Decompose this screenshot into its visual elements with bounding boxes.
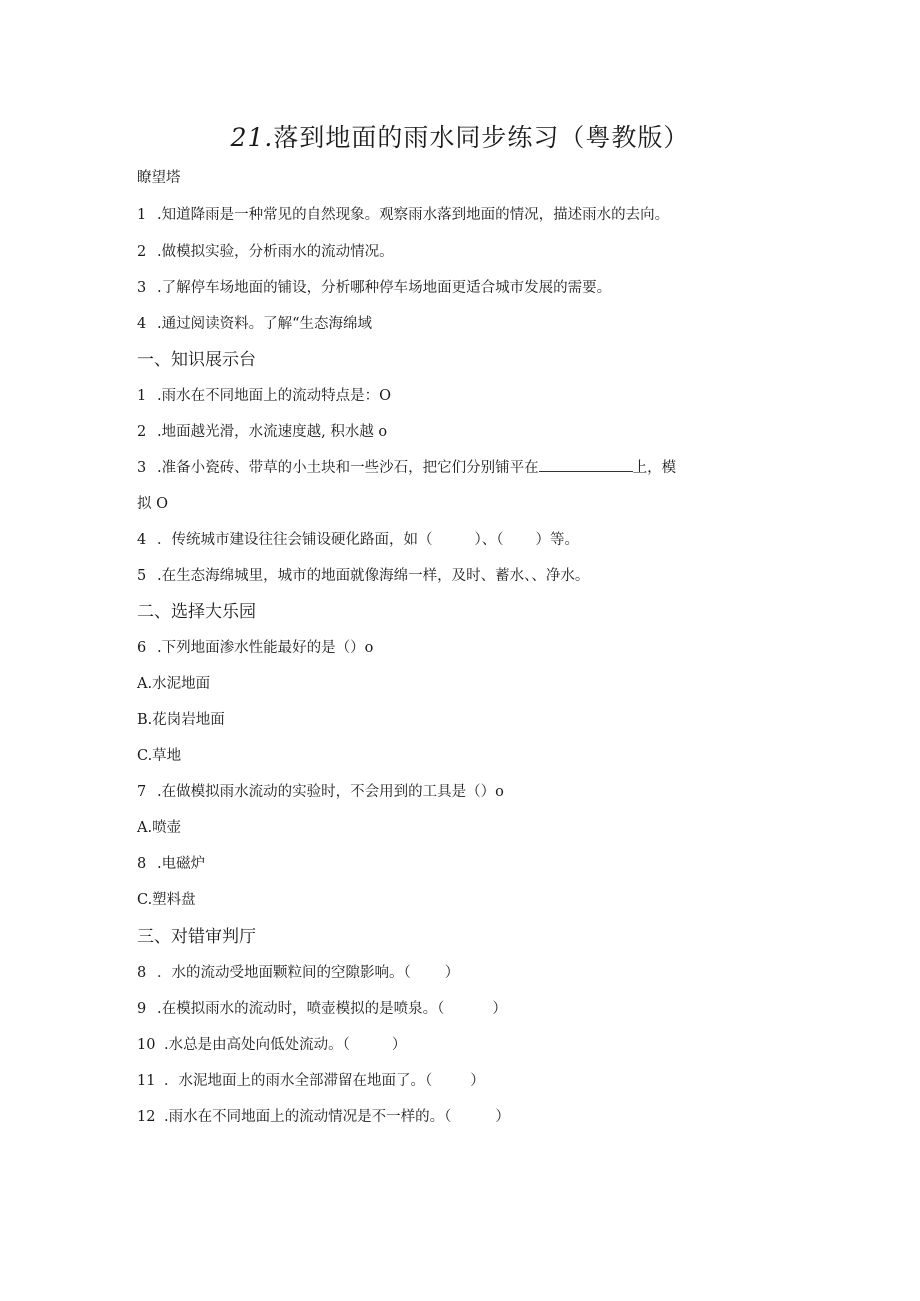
answer-blank[interactable]: [539, 457, 633, 472]
question-number: 3: [137, 460, 147, 476]
option-c[interactable]: C.塑料盘: [137, 892, 196, 908]
judge-item: [137, 1069, 485, 1090]
goal-4: [137, 312, 372, 333]
section-1-heading: 一、知识展示台: [137, 350, 256, 370]
paren-close: ）: [492, 1001, 507, 1017]
judge-item: [137, 1105, 510, 1126]
section-2-heading: 二、选择大乐园: [137, 602, 256, 622]
question-5: [137, 564, 589, 585]
paren-close: ）: [391, 1037, 407, 1053]
question-number: 11: [137, 1073, 156, 1089]
paren-close: ）: [470, 1073, 485, 1089]
question-text: .地面越光滑，水流速度越, 积水越 o: [157, 424, 388, 440]
question-number: 4: [137, 532, 147, 548]
question-number: 9: [137, 1001, 147, 1017]
judge-item: [137, 961, 459, 982]
goal-1: [137, 203, 669, 224]
question-number: 2: [137, 424, 147, 440]
question-number: 12: [137, 1109, 156, 1125]
question-text-cont: 上，模: [632, 460, 677, 476]
goal-text: .知道降雨是一种常见的自然现象。观察雨水落到地面的情况，描述雨水的去向。: [157, 207, 670, 223]
question-text: ．水泥地面上的雨水全部滞留在地面了。（: [164, 1073, 433, 1089]
question-6: [137, 636, 373, 657]
goal-number: 3: [137, 280, 147, 296]
option-a[interactable]: A.喷壶: [137, 820, 182, 836]
section-3-heading: 三、对错审判厅: [137, 927, 256, 947]
goal-text: .通过阅读资料。了解“生态海绵域: [157, 316, 373, 332]
option-b[interactable]: [137, 852, 205, 873]
question-text: .雨水在不同地面上的流动特点是：O: [157, 388, 391, 404]
title-text: 落到地面的雨水同步练习（粤教版）: [273, 123, 690, 152]
option-a[interactable]: A.水泥地面: [137, 676, 211, 692]
judge-item: [137, 997, 507, 1018]
question-text: .雨水在不同地面上的流动情况是不一样的。（: [164, 1109, 452, 1125]
question-text: .准备小瓷砖、带草的小土块和一些沙石，把它们分别铺平在: [157, 460, 539, 476]
question-text: .下列地面渗水性能最好的是（）o: [157, 640, 374, 656]
goal-text: .了解停车场地面的铺设，分析哪种停车场地面更适合城市发展的需要。: [157, 280, 612, 296]
question-text: .在模拟雨水的流动时，喷壶模拟的是喷泉。（: [157, 1001, 445, 1017]
question-text: ．水的流动受地面颗粒间的空隙影响。（: [157, 965, 411, 981]
question-3: [137, 456, 676, 477]
option-text: .电磁炉: [157, 856, 206, 872]
option-b[interactable]: B.花岗岩地面: [137, 712, 225, 728]
question-text: .水总是由高处向低处流动。（: [164, 1037, 350, 1053]
goal-2: [137, 240, 394, 261]
question-text: .在生态海绵城里，城市的地面就像海绵一样，及时、蓄水、、净水。: [157, 568, 590, 584]
question-number: 10: [137, 1037, 156, 1053]
goal-number: 2: [137, 244, 147, 260]
question-2: [137, 420, 387, 441]
goal-3: [137, 276, 611, 297]
question-4: [137, 528, 579, 549]
paren-close: ）: [444, 965, 460, 981]
goal-text: .做模拟实验，分析雨水的流动情况。: [157, 244, 394, 260]
goal-number: 4: [137, 316, 147, 332]
question-number: 1: [137, 388, 147, 404]
question-7: [137, 780, 504, 801]
option-c[interactable]: C.草地: [137, 748, 182, 764]
goal-number: 1: [137, 207, 147, 223]
judge-item: [137, 1033, 406, 1054]
question-1: [137, 384, 391, 405]
question-text-end: ）等。: [535, 532, 579, 548]
question-number: 6: [137, 640, 147, 656]
question-text: ．传统城市建设往往会铺设硬化路面，如（: [157, 532, 433, 548]
title-number: 21.: [230, 123, 274, 152]
question-text: .在做模拟雨水流动的实验时，不会用到的工具是（）o: [157, 784, 504, 800]
question-number: 5: [137, 568, 147, 584]
question-3-line-2: 拟 O: [137, 496, 168, 512]
paren-close: ）: [495, 1109, 510, 1125]
question-number: 8: [137, 965, 147, 981]
option-number: 8: [137, 856, 147, 872]
question-number: 7: [137, 784, 147, 800]
subheading: 瞭望塔: [137, 170, 181, 186]
page-title: [0, 118, 920, 154]
question-text-cont: ）、（: [474, 532, 504, 548]
